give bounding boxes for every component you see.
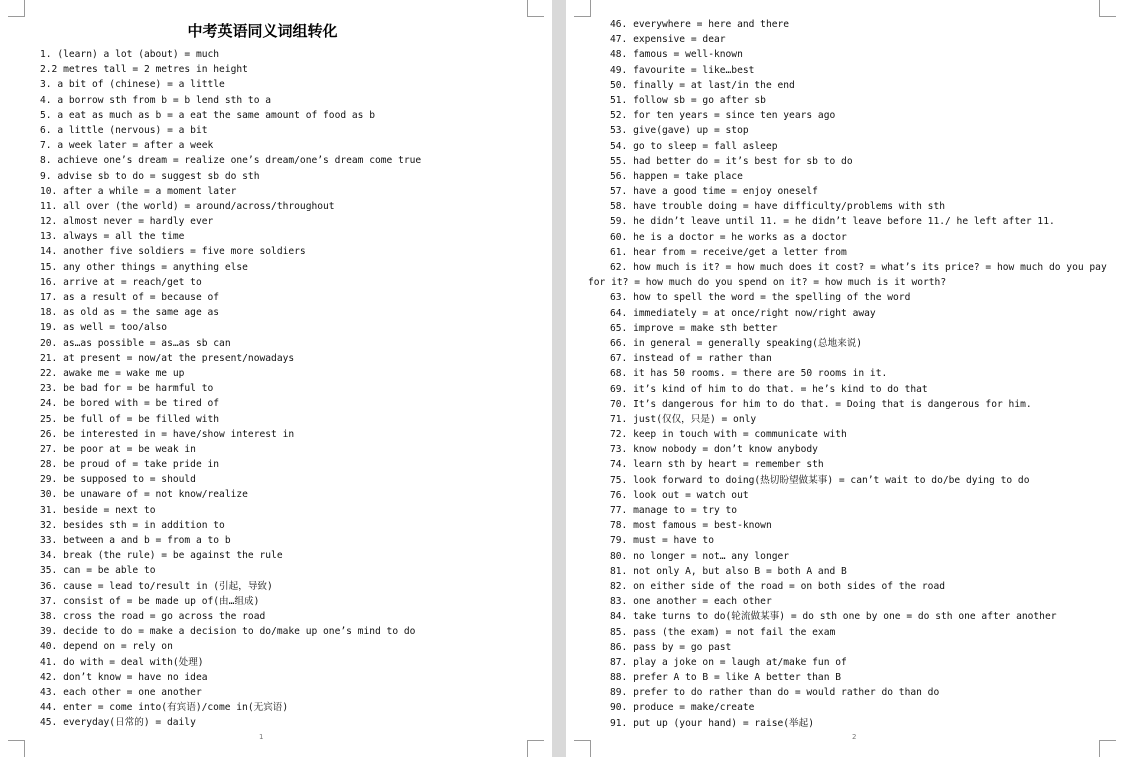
phrase-entry: 44. enter = come into(有宾语)/come in(无宾语)	[40, 702, 289, 714]
phrase-entry: 76. look out = watch out	[610, 489, 749, 501]
phrase-entry: 45. everyday(日常的) = daily	[40, 717, 196, 729]
phrase-entry: 64. immediately = at once/right now/right away	[610, 307, 876, 319]
phrase-entry: 59. he didn’t leave until 11. = he didn’t leave before 11./ he left after 11.	[610, 216, 1055, 228]
phrase-entry: 9. advise sb to do = suggest sb do sth	[40, 170, 260, 182]
phrase-entry: 17. as a result of = because of	[40, 292, 220, 303]
phrase-entry: 55. had better do = it’s best for sb to do	[610, 155, 853, 167]
phrase-entry: 87. play a joke on = laugh at/make fun of	[610, 656, 847, 668]
phrase-entry: 68. it has 50 rooms. = there are 50 rooms in it.	[610, 368, 888, 380]
phrase-entry: 8. achieve one’s dream = realize one’s dream/one’s dream come true	[40, 155, 422, 167]
phrase-entry: 27. be poor at = be weak in	[40, 443, 196, 455]
phrase-entry: 36. cause = lead to/result in (引起，导致)	[40, 580, 273, 592]
phrase-entry: 4. a borrow sth from b = b lend sth to a	[40, 94, 272, 106]
phrase-entry: 81. not only A, but also B = both A and B	[610, 565, 847, 577]
phrase-entry: 77. manage to = try to	[610, 505, 738, 517]
phrase-list-page-1	[40, 47, 545, 730]
phrase-entry: 24. be bored with = be tired of	[40, 398, 220, 410]
phrase-entry: 54. go to sleep = fall asleep	[610, 140, 778, 152]
phrase-entry: 61. hear from = receive/get a letter from	[610, 246, 847, 258]
phrase-entry: 46. everywhere = here and there	[610, 19, 790, 30]
phrase-entry: 30. be unaware of = not know/realize	[40, 489, 248, 501]
phrase-entry: 82. on either side of the road = on both sides of the road	[610, 580, 946, 592]
phrase-entry: 43. each other = one another	[40, 686, 202, 698]
page-corner-mark	[574, 0, 591, 17]
phrase-entry: 40. depend on = rely on	[40, 641, 173, 653]
phrase-entry: 67. instead of = rather than	[610, 353, 772, 365]
phrase-entry: 28. be proud of = take pride in	[40, 459, 220, 471]
phrase-entry: 29. be supposed to = should	[40, 474, 196, 486]
phrase-entry: 50. finally = at last/in the end	[610, 79, 795, 91]
phrase-entry: 48. famous = well-known	[610, 49, 743, 61]
phrase-entry: 66. in general = generally speaking(总地来说)	[610, 337, 863, 349]
phrase-entry: 15. any other things = anything else	[40, 261, 248, 273]
phrase-entry: 84. take turns to do(轮流做某事) = do sth one by one = do sth one after another	[610, 611, 1057, 623]
phrase-entry: 63. how to spell the word = the spelling of the word	[610, 292, 911, 304]
phrase-entry: 62. how much is it? = how much does it cost? = what’s its price? = how much do you pay for it? = how much do you spend on it? = how much is it worth?	[588, 262, 1107, 289]
phrase-entry: 57. have a good time = enjoy oneself	[610, 186, 818, 198]
phrase-entry: 85. pass (the exam) = not fail the exam	[610, 626, 836, 638]
phrase-entry: 26. be interested in = have/show interest in	[40, 428, 295, 440]
phrase-entry: 41. do with = deal with(处理)	[40, 656, 204, 668]
page-number-1: 1	[259, 733, 264, 741]
phrase-entry: 49. favourite = like…best	[610, 64, 755, 76]
phrase-entry: 32. besides sth = in addition to	[40, 519, 225, 531]
phrase-entry: 91. put up (your hand) = raise(举起)	[610, 717, 815, 729]
document-title: 中考英语同义词组转化	[187, 22, 338, 40]
phrase-entry: 5. a eat as much as b = a eat the same amount of food as b	[40, 109, 376, 121]
phrase-entry: 78. most famous = best-known	[610, 520, 772, 532]
page-number-2: 2	[852, 733, 857, 741]
phrase-entry: 1. (learn) a lot (about) = much	[40, 49, 220, 60]
page-corner-mark	[1099, 0, 1116, 17]
phrase-entry: 34. break (the rule) = be against the rule	[40, 550, 283, 562]
phrase-entry: 74. learn sth by heart = remember sth	[610, 459, 824, 471]
page-corner-mark	[527, 740, 544, 757]
phrase-entry: 60. he is a doctor = he works as a doctor	[610, 231, 847, 243]
phrase-entry: 19. as well = too/also	[40, 322, 168, 334]
phrase-entry: 33. between a and b = from a to b	[40, 535, 231, 546]
phrase-entry: 80. no longer = not… any longer	[610, 550, 790, 562]
phrase-entry: 90. produce = make/create	[610, 702, 755, 714]
phrase-entry: 89. prefer to do rather than do = would rather do than do	[610, 687, 940, 699]
phrase-entry: 69. it’s kind of him to do that. = he’s kind to do that	[610, 383, 928, 395]
phrase-entry: 22. awake me = wake me up	[40, 367, 185, 379]
phrase-entry: 72. keep in touch with = communicate with	[610, 429, 847, 441]
phrase-entry: 58. have trouble doing = have difficulty/problems with sth	[610, 201, 946, 213]
phrase-entry: 42. don’t know = have no idea	[40, 671, 208, 683]
phrase-entry: 79. must = have to	[610, 535, 714, 547]
phrase-entry: 86. pass by = go past	[610, 641, 732, 653]
phrase-entry: 51. follow sb = go after sb	[610, 94, 766, 106]
phrase-entry: 71. just(仅仅，只是) = only	[610, 413, 757, 425]
phrase-entry: 13. always = all the time	[40, 231, 185, 243]
phrase-entry: 37. consist of = be made up of(由…组成)	[40, 595, 260, 607]
phrase-entry: 16. arrive at = reach/get to	[40, 276, 202, 288]
page-corner-mark	[574, 740, 591, 757]
phrase-list-page-2	[588, 17, 1115, 731]
page-corner-mark	[8, 0, 25, 17]
phrase-entry: 65. improve = make sth better	[610, 322, 778, 334]
phrase-entry: 23. be bad for = be harmful to	[40, 383, 214, 395]
phrase-entry: 12. almost never = hardly ever	[40, 216, 214, 228]
phrase-entry: 83. one another = each other	[610, 596, 772, 608]
phrase-entry: 18. as old as = the same age as	[40, 307, 220, 319]
phrase-entry: 47. expensive = dear	[610, 34, 726, 46]
page-corner-mark	[527, 0, 544, 17]
phrase-entry: 3. a bit of (chinese) = a little	[40, 79, 225, 91]
document-page-1	[0, 0, 552, 757]
phrase-entry: 25. be full of = be filled with	[40, 413, 220, 425]
phrase-entry: 35. can = be able to	[40, 565, 156, 577]
phrase-entry: 70. It’s dangerous for him to do that. = Doing that is dangerous for him.	[610, 398, 1032, 410]
phrase-entry: 52. for ten years = since ten years ago	[610, 110, 836, 122]
phrase-entry: 7. a week later = after a week	[40, 140, 214, 152]
phrase-entry: 39. decide to do = make a decision to do/make up one’s mind to do	[40, 626, 416, 638]
phrase-entry: 6. a little (nervous) = a bit	[40, 124, 208, 136]
phrase-entry: 31. beside = next to	[40, 504, 156, 516]
page-corner-mark	[8, 740, 25, 757]
phrase-entry: 88. prefer A to B = like A better than B	[610, 672, 842, 684]
phrase-entry: 2.2 metres tall = 2 metres in height	[40, 64, 248, 76]
phrase-entry: 53. give(gave) up = stop	[610, 125, 749, 137]
phrase-entry: 21. at present = now/at the present/nowadays	[40, 352, 295, 364]
phrase-entry: 10. after a while = a moment later	[40, 185, 237, 197]
page-corner-mark	[1099, 740, 1116, 757]
phrase-entry: 56. happen = take place	[610, 170, 743, 182]
phrase-entry: 75. look forward to doing(热切盼望做某事) = can’t wait to do/be dying to do	[610, 474, 1030, 486]
phrase-entry: 20. as…as possible = as…as sb can	[40, 337, 231, 349]
phrase-entry: 73. know nobody = don’t know anybody	[610, 444, 818, 456]
phrase-entry: 14. another five soldiers = five more soldiers	[40, 246, 306, 258]
phrase-entry: 11. all over (the world) = around/across/throughout	[40, 200, 335, 212]
phrase-entry: 38. cross the road = go across the road	[40, 610, 266, 622]
